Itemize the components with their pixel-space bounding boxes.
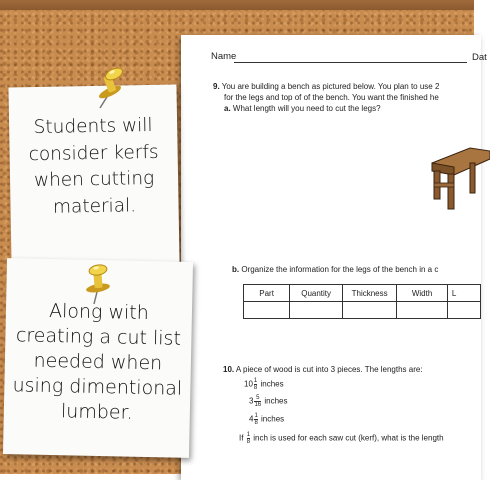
name-underline bbox=[234, 62, 467, 63]
length-2-whole: 3 bbox=[249, 396, 254, 406]
table-header-quantity: Quantity bbox=[290, 285, 343, 302]
note-2-line: Along with bbox=[48, 299, 150, 325]
question-9-line1 bbox=[213, 82, 439, 92]
table-cell[interactable] bbox=[290, 302, 343, 319]
kerf-question bbox=[239, 432, 444, 445]
note-2-line: using dimentional bbox=[12, 374, 183, 400]
length-1-denominator: 8 bbox=[253, 385, 258, 391]
table-row bbox=[244, 302, 481, 319]
kerf-if: If bbox=[239, 433, 244, 443]
note-2-text bbox=[4, 298, 193, 427]
length-2-denominator: 16 bbox=[254, 402, 262, 408]
table-header-width: Width bbox=[397, 285, 448, 302]
question-10-text: A piece of wood is cut into 3 pieces. The lengths are: bbox=[235, 365, 423, 374]
note-1-line: material. bbox=[52, 194, 137, 218]
table-header-thickness: Thickness bbox=[343, 285, 397, 302]
length-item-3 bbox=[249, 413, 284, 426]
table-cell[interactable] bbox=[343, 302, 397, 319]
length-item-1 bbox=[244, 378, 284, 391]
length-3-denominator: 8 bbox=[254, 420, 258, 426]
length-2-numerator: 5 bbox=[256, 395, 260, 401]
length-1-whole: 10 bbox=[244, 379, 253, 389]
table-cell[interactable] bbox=[397, 302, 448, 319]
bench-illustration bbox=[430, 143, 490, 218]
table-header-length: L bbox=[447, 285, 480, 302]
question-9-text-1: You are building a bench as pictured below. You plan to use 2 bbox=[221, 82, 440, 91]
table-cell[interactable] bbox=[244, 302, 290, 319]
length-1-fraction bbox=[254, 378, 257, 391]
length-2-unit: inches bbox=[264, 396, 288, 406]
note-2-line: needed when bbox=[33, 349, 163, 375]
push-pin-icon bbox=[86, 62, 126, 112]
kerf-fraction bbox=[247, 432, 250, 445]
table-header-part: Part bbox=[244, 285, 290, 302]
question-9b-label: b. bbox=[232, 265, 240, 274]
kerf-denominator: 8 bbox=[246, 439, 251, 445]
question-9-text-2: for the legs and top of of the bench. You want the finished he bbox=[224, 93, 439, 102]
length-1-unit: inches bbox=[260, 379, 284, 389]
question-10-line bbox=[223, 365, 423, 375]
question-9b bbox=[232, 265, 438, 275]
push-pin-icon bbox=[76, 258, 116, 308]
length-3-numerator: 1 bbox=[254, 413, 258, 419]
note-1-line: Students will bbox=[33, 114, 153, 139]
length-3-fraction bbox=[254, 413, 257, 426]
date-label: Dat bbox=[472, 52, 487, 63]
note-1-line: consider kerfs bbox=[28, 141, 159, 165]
table-header-row bbox=[244, 285, 481, 302]
question-9-number: 9. bbox=[213, 82, 220, 91]
cut-list-table bbox=[243, 284, 481, 319]
note-2-line: creating a cut list bbox=[15, 324, 182, 350]
worksheet-page bbox=[181, 35, 487, 480]
question-10-number: 10. bbox=[223, 365, 235, 374]
question-9b-text: Organize the information for the legs of the bench in a c bbox=[241, 265, 439, 274]
note-1-line: when cutting bbox=[33, 167, 155, 192]
question-9a bbox=[224, 104, 381, 114]
length-1-numerator: 1 bbox=[253, 378, 258, 384]
note-1-text bbox=[9, 113, 179, 222]
length-3-unit: inches bbox=[261, 414, 285, 424]
question-9a-text: What length will you need to cut the legs? bbox=[232, 104, 381, 113]
question-9a-label: a. bbox=[224, 104, 231, 113]
kerf-numerator: 1 bbox=[246, 432, 251, 438]
name-label: Name bbox=[211, 51, 237, 62]
length-item-2 bbox=[249, 395, 288, 408]
length-3-whole: 4 bbox=[249, 414, 254, 424]
kerf-text: inch is used for each saw cut (kerf), what is the length bbox=[253, 433, 444, 443]
table-cell[interactable] bbox=[447, 302, 480, 319]
note-2-line: lumber. bbox=[60, 400, 133, 424]
corkboard-frame bbox=[0, 0, 474, 10]
length-2-fraction bbox=[254, 395, 261, 408]
